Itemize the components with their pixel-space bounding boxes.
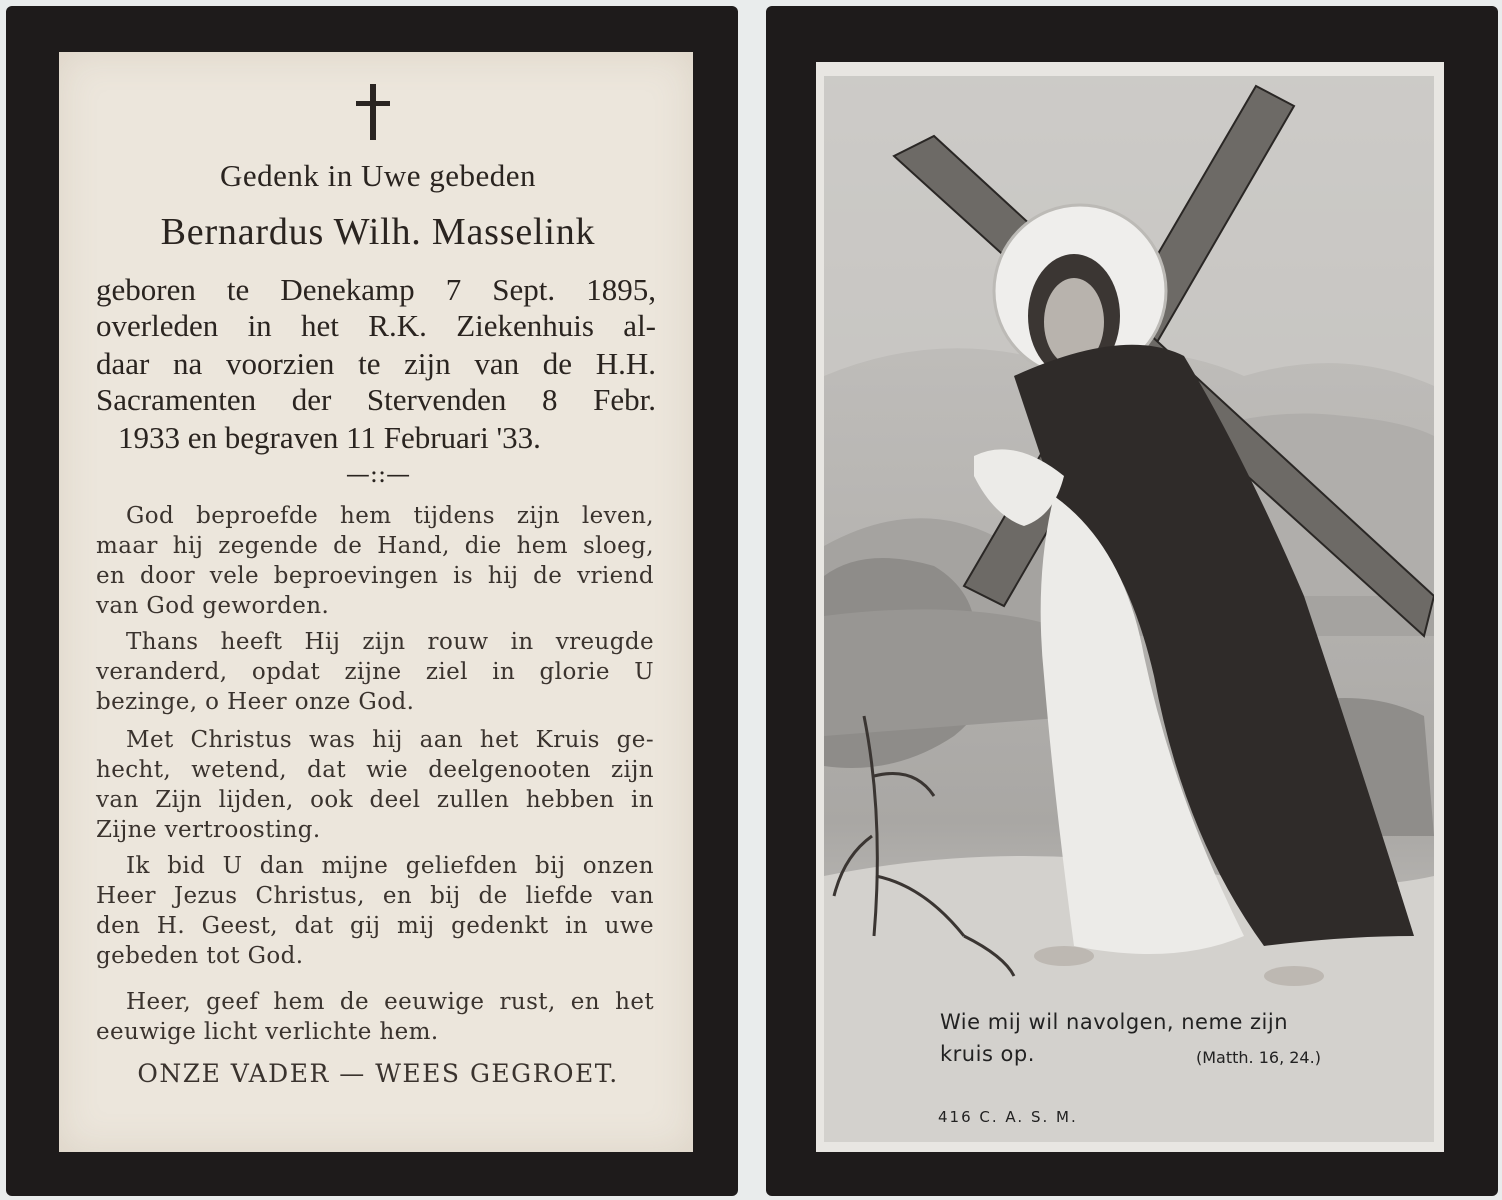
- scripture-caption-line: Wie mij wil navolgen, neme zijn: [940, 1010, 1289, 1034]
- bio-line: overleden in het R.K. Ziekenhuis al-: [96, 308, 656, 343]
- separator: —::—: [345, 460, 411, 488]
- paragraph-line: Thans heeft Hij zijn rouw in vreugde: [126, 629, 654, 655]
- scripture-caption-line: kruis op.: [940, 1042, 1035, 1066]
- card-paper: [816, 62, 1444, 1152]
- deceased-name: Bernardus Wilh. Masselink: [160, 211, 596, 253]
- bio-line: geboren te Denekamp 7 Sept. 1895,: [96, 272, 656, 307]
- paragraph-line: Met Christus was hij aan het Kruis ge-: [126, 727, 654, 753]
- paragraph-line: van Zijn lijden, ook deel zullen hebben in: [96, 787, 654, 813]
- bio-line: daar na voorzien te zijn van de H.H.: [96, 346, 656, 381]
- cross-icon: [356, 84, 390, 142]
- bio-line: Sacramenten der Stervenden 8 Febr.: [96, 382, 656, 417]
- publisher-code: 416 C. A. S. M.: [938, 1108, 1078, 1126]
- paragraph-line: Ik bid U dan mijne geliefden bij onzen: [126, 853, 654, 879]
- paragraph-line: God beproefde hem tijdens zijn leven,: [126, 503, 654, 529]
- paragraph-line: eeuwige licht verlichte hem.: [96, 1019, 439, 1045]
- paragraph-line: veranderd, opdat zijne ziel in glorie U: [96, 659, 654, 685]
- scripture-reference: (Matth. 16, 24.): [1196, 1048, 1321, 1067]
- christ-carrying-cross-illustration: [824, 76, 1434, 1142]
- paragraph-line: van God geworden.: [96, 593, 330, 619]
- paragraph-line: en door vele beproevingen is hij de vriend: [96, 563, 654, 589]
- paragraph-line: Heer Jezus Christus, en bij de liefde van: [96, 883, 654, 909]
- remembrance-heading: Gedenk in Uwe gebeden: [219, 158, 537, 193]
- paragraph-line: hecht, wetend, dat wie deelgenooten zijn: [96, 757, 654, 783]
- paragraph-line: gebeden tot God.: [96, 943, 304, 969]
- paragraph-line: Heer, geef hem de eeuwige rust, en het: [126, 989, 654, 1015]
- paragraph-line: bezinge, o Heer onze God.: [96, 689, 415, 715]
- paragraph-line: maar hij zegende de Hand, die hem sloeg,: [96, 533, 654, 559]
- illustration-svg: [824, 76, 1434, 1142]
- paragraph-line: den H. Geest, dat gij mij gedenkt in uwe: [96, 913, 654, 939]
- bio-line: 1933 en begraven 11 Februari '33.: [118, 420, 541, 455]
- closing-prayer: ONZE VADER — WEES GEGROET.: [137, 1059, 619, 1088]
- paragraph-line: Zijne vertroosting.: [96, 817, 321, 843]
- memorial-card-image-side: [766, 6, 1498, 1196]
- memorial-card-text-side: [6, 6, 738, 1196]
